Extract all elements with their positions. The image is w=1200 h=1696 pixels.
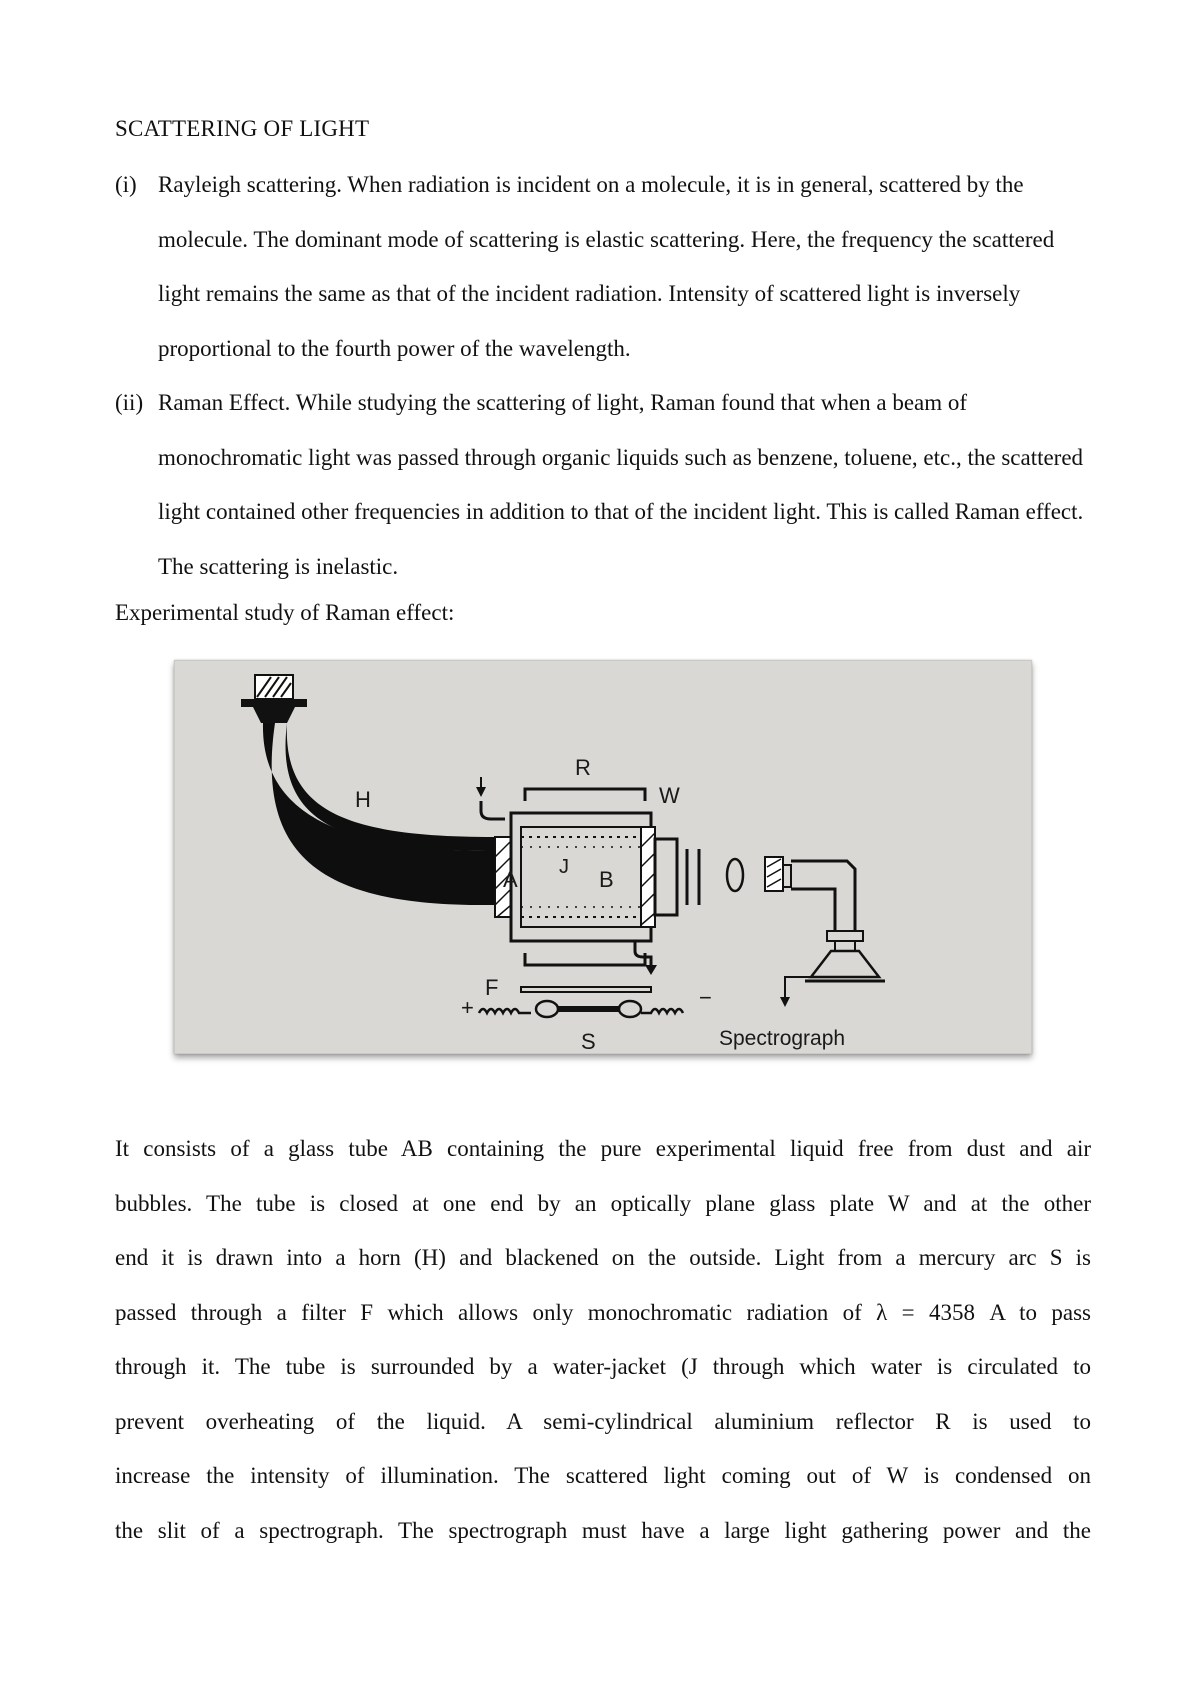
list-item-raman: [115, 376, 1095, 594]
label-b: B: [599, 867, 614, 892]
paragraph-line: through it. The tube is surrounded by a water-jacket (J through which water is circulated to: [115, 1354, 1091, 1379]
label-h: H: [355, 787, 371, 812]
raman-apparatus-figure: [174, 660, 1032, 1054]
horn-cap: [241, 675, 307, 723]
spectrograph-apparatus: [765, 857, 885, 1007]
list-item-number: (i): [115, 172, 137, 197]
paragraph-line: prevent overheating of the liquid. A semi-cylindrical aluminium reflector R is used to: [115, 1408, 1091, 1434]
section-heading: SCATTERING OF LIGHT: [115, 116, 370, 141]
paragraph-line: It consists of a glass tube AB containing the pure experimental liquid free from dust and air: [115, 1136, 1091, 1161]
paragraph-line: increase the intensity of illumination. The scattered light coming out of W is condensed on: [115, 1463, 1091, 1488]
list-item-text: Rayleigh scattering. When radiation is incident on a molecule, it is in general, scattered by the molecule. The dominant mode of scattering is elastic scattering. Here, the frequency the scattered light remains the same as that of the incident radiation. Intensity of scattered light is inversely proportional to the fourth power of the wavelength.: [158, 172, 1055, 361]
description-paragraph: [115, 1122, 1091, 1558]
label-j: J: [559, 856, 569, 878]
paragraph-line: passed through a filter F which allows only monochromatic radiation of λ = 4358 A to pass: [115, 1299, 1091, 1325]
mercury-arc-s: [479, 1001, 683, 1017]
label-spectrograph: Spectrograph: [719, 1027, 846, 1050]
label-plus: +: [461, 995, 474, 1020]
list-item-text: Raman Effect. While studying the scattering of light, Raman found that when a beam of monochromatic light was passed through organic liquids such as benzene, toluene, etc., the scattered light contained other frequencies in addition to that of the incident light. This is called Raman effect. The scattering is inelastic.: [158, 390, 1084, 579]
reflector-r: [525, 789, 645, 801]
list-item-rayleigh: [115, 158, 1095, 376]
paragraph-line: end it is drawn into a horn (H) and blackened on the outside. Light from a mercury arc S is: [115, 1245, 1091, 1270]
horn-h: [263, 723, 495, 905]
label-w: W: [659, 783, 680, 808]
raman-apparatus-diagram: [175, 661, 1031, 1053]
condenser-lens: [727, 859, 743, 891]
label-r: R: [575, 755, 591, 780]
paragraph-line: the slit of a spectrograph. The spectrograph must have a large light gathering power and the: [115, 1517, 1091, 1543]
label-f: F: [485, 975, 499, 1000]
subheading: Experimental study of Raman effect:: [115, 600, 455, 625]
label-s: S: [581, 1029, 596, 1053]
water-jacket-j: [511, 813, 651, 941]
label-minus: −: [699, 985, 712, 1010]
paragraph-line: bubbles. The tube is closed at one end by an optically plane glass plate W and at the other: [115, 1190, 1091, 1216]
filter-f: [521, 987, 651, 992]
label-a: A: [503, 867, 518, 892]
list-item-number: (ii): [115, 390, 144, 415]
